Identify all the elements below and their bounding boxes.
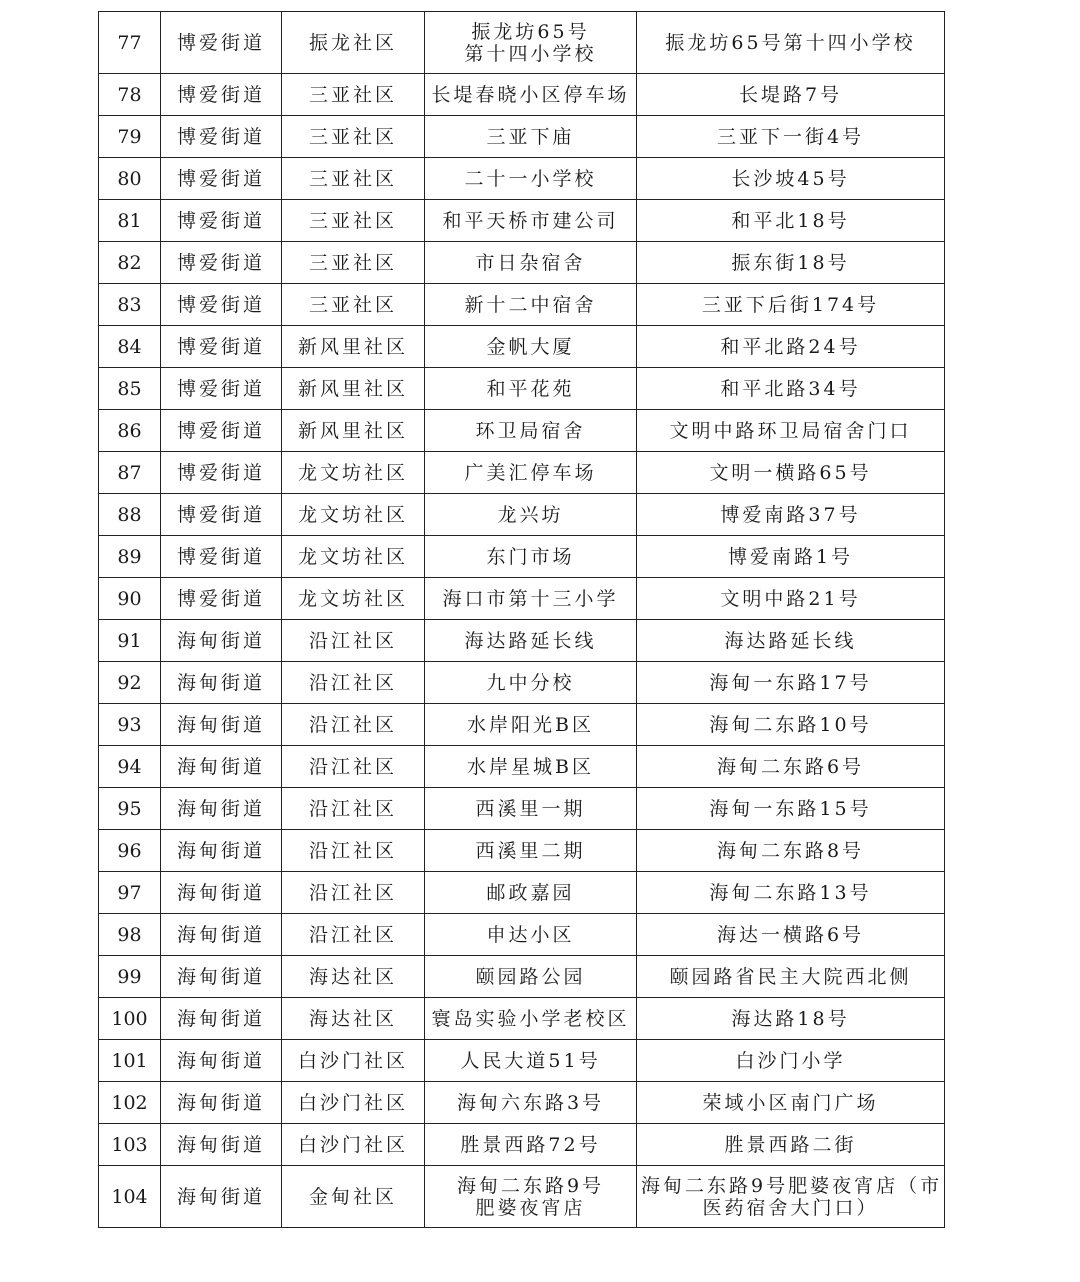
address-cell (637, 536, 945, 578)
address-line: 振东街18号 (731, 251, 850, 274)
community-cell: 沿江社区 (282, 872, 425, 914)
address-cell (637, 1124, 945, 1166)
address-line: 海甸二东路13号 (709, 881, 872, 904)
table-row (99, 74, 945, 116)
table-row (99, 1082, 945, 1124)
row-number-cell: 83 (99, 284, 161, 326)
table-row (99, 578, 945, 620)
location-cell (425, 452, 637, 494)
community-cell: 白沙门社区 (282, 1082, 425, 1124)
location-line: 西溪里二期 (475, 839, 586, 862)
address-line: 振龙坊65号第十四小学校 (665, 31, 916, 54)
street-cell: 博爱街道 (161, 74, 282, 116)
community-cell: 新风里社区 (282, 368, 425, 410)
row-number-cell: 90 (99, 578, 161, 620)
location-cell (425, 1124, 637, 1166)
community-cell: 白沙门社区 (282, 1124, 425, 1166)
street-cell: 海甸街道 (161, 1124, 282, 1166)
community-cell: 龙文坊社区 (282, 536, 425, 578)
street-cell: 海甸街道 (161, 1040, 282, 1082)
location-cell (425, 536, 637, 578)
location-line: 环卫局宿舍 (475, 419, 586, 442)
location-line: 海甸二东路9号 (456, 1174, 605, 1197)
location-cell (425, 872, 637, 914)
location-line: 和平花苑 (486, 377, 575, 400)
address-line: 和平北路34号 (720, 377, 861, 400)
address-cell (637, 284, 945, 326)
table-row (99, 410, 945, 452)
row-number-cell: 86 (99, 410, 161, 452)
table-row (99, 326, 945, 368)
community-cell: 龙文坊社区 (282, 494, 425, 536)
address-cell (637, 956, 945, 998)
location-cell (425, 410, 637, 452)
street-cell: 博爱街道 (161, 410, 282, 452)
address-cell (637, 578, 945, 620)
address-cell (637, 116, 945, 158)
row-number-cell: 87 (99, 452, 161, 494)
address-line: 白沙门小学 (735, 1049, 846, 1072)
address-cell (637, 410, 945, 452)
address-cell (637, 830, 945, 872)
location-cell (425, 242, 637, 284)
address-line: 海甸二东路6号 (716, 755, 865, 778)
location-table (98, 11, 945, 1228)
address-line: 荣域小区南门广场 (702, 1091, 879, 1114)
address-line: 海达路延长线 (724, 629, 857, 652)
address-cell (637, 788, 945, 830)
location-line: 水岸阳光B区 (467, 713, 594, 736)
community-cell: 海达社区 (282, 956, 425, 998)
table-row (99, 620, 945, 662)
street-cell: 海甸街道 (161, 914, 282, 956)
location-line: 东门市场 (486, 545, 575, 568)
location-cell (425, 12, 637, 74)
address-cell (637, 746, 945, 788)
table-row (99, 536, 945, 578)
address-line: 长堤路7号 (738, 83, 843, 106)
street-cell: 海甸街道 (161, 620, 282, 662)
street-cell: 博爱街道 (161, 242, 282, 284)
community-cell: 沿江社区 (282, 788, 425, 830)
address-cell (637, 914, 945, 956)
street-cell: 海甸街道 (161, 1166, 282, 1228)
address-line: 海甸一东路17号 (709, 671, 872, 694)
address-line: 颐园路省民主大院西北侧 (669, 965, 912, 988)
community-cell: 沿江社区 (282, 704, 425, 746)
address-cell (637, 1166, 945, 1228)
street-cell: 海甸街道 (161, 788, 282, 830)
location-cell (425, 914, 637, 956)
table-body (99, 12, 945, 1228)
location-cell (425, 74, 637, 116)
location-cell (425, 200, 637, 242)
location-cell (425, 788, 637, 830)
location-line: 九中分校 (486, 671, 575, 694)
table-row (99, 956, 945, 998)
address-line: 海甸一东路15号 (709, 797, 872, 820)
street-cell: 海甸街道 (161, 956, 282, 998)
street-cell: 海甸街道 (161, 830, 282, 872)
community-cell: 新风里社区 (282, 326, 425, 368)
row-number-cell: 104 (99, 1166, 161, 1228)
table-row (99, 158, 945, 200)
table-row (99, 494, 945, 536)
location-cell (425, 1040, 637, 1082)
location-cell (425, 1166, 637, 1228)
address-line: 海甸二东路8号 (716, 839, 865, 862)
row-number-cell: 82 (99, 242, 161, 284)
address-line: 文明一横路65号 (709, 461, 872, 484)
address-line: 海甸二东路9号肥婆夜宵店（市 (641, 1174, 943, 1197)
location-line: 振龙坊65号 (471, 20, 590, 43)
location-cell (425, 284, 637, 326)
community-cell: 沿江社区 (282, 830, 425, 872)
street-cell: 博爱街道 (161, 326, 282, 368)
address-cell (637, 704, 945, 746)
address-line: 海达一横路6号 (716, 923, 865, 946)
community-cell: 振龙社区 (282, 12, 425, 74)
address-cell (637, 74, 945, 116)
table-row (99, 746, 945, 788)
location-line: 寰岛实验小学老校区 (431, 1007, 630, 1030)
address-line: 文明中路环卫局宿舍门口 (669, 419, 912, 442)
community-cell: 新风里社区 (282, 410, 425, 452)
location-line: 龙兴坊 (497, 503, 564, 526)
location-cell (425, 1082, 637, 1124)
row-number-cell: 88 (99, 494, 161, 536)
location-line: 和平天桥市建公司 (442, 209, 619, 232)
table-row (99, 998, 945, 1040)
location-cell (425, 830, 637, 872)
location-cell (425, 578, 637, 620)
table-row (99, 872, 945, 914)
address-line: 三亚下后街174号 (701, 293, 880, 316)
row-number-cell: 89 (99, 536, 161, 578)
street-cell: 博爱街道 (161, 200, 282, 242)
row-number-cell: 101 (99, 1040, 161, 1082)
street-cell: 博爱街道 (161, 452, 282, 494)
row-number-cell: 78 (99, 74, 161, 116)
address-line: 博爱南路1号 (727, 545, 854, 568)
street-cell: 博爱街道 (161, 578, 282, 620)
table-row (99, 1124, 945, 1166)
location-line: 三亚下庙 (486, 125, 575, 148)
street-cell: 海甸街道 (161, 998, 282, 1040)
row-number-cell: 94 (99, 746, 161, 788)
row-number-cell: 99 (99, 956, 161, 998)
row-number-cell: 85 (99, 368, 161, 410)
address-cell (637, 242, 945, 284)
table-row (99, 788, 945, 830)
location-line: 胜景西路72号 (460, 1133, 601, 1156)
street-cell: 博爱街道 (161, 536, 282, 578)
row-number-cell: 81 (99, 200, 161, 242)
street-cell: 海甸街道 (161, 704, 282, 746)
community-cell: 沿江社区 (282, 914, 425, 956)
address-line: 文明中路21号 (720, 587, 861, 610)
address-cell (637, 1082, 945, 1124)
address-cell (637, 494, 945, 536)
row-number-cell: 103 (99, 1124, 161, 1166)
community-cell: 三亚社区 (282, 116, 425, 158)
street-cell: 博爱街道 (161, 494, 282, 536)
table-row (99, 368, 945, 410)
street-cell: 博爱街道 (161, 12, 282, 74)
street-cell: 博爱街道 (161, 116, 282, 158)
location-line: 海达路延长线 (464, 629, 597, 652)
address-line: 长沙坡45号 (731, 167, 850, 190)
location-cell (425, 956, 637, 998)
community-cell: 金甸社区 (282, 1166, 425, 1228)
table-row (99, 116, 945, 158)
community-cell: 沿江社区 (282, 620, 425, 662)
row-number-cell: 92 (99, 662, 161, 704)
table-row (99, 200, 945, 242)
location-cell (425, 494, 637, 536)
row-number-cell: 96 (99, 830, 161, 872)
address-cell (637, 998, 945, 1040)
location-line: 颐园路公园 (475, 965, 586, 988)
address-line: 胜景西路二街 (724, 1133, 857, 1156)
location-cell (425, 746, 637, 788)
street-cell: 博爱街道 (161, 158, 282, 200)
address-line: 海达路18号 (731, 1007, 850, 1030)
location-line: 长堤春晓小区停车场 (431, 83, 630, 106)
address-cell (637, 200, 945, 242)
street-cell: 海甸街道 (161, 1082, 282, 1124)
table-row (99, 1040, 945, 1082)
address-line: 和平北18号 (731, 209, 850, 232)
row-number-cell: 84 (99, 326, 161, 368)
row-number-cell: 97 (99, 872, 161, 914)
community-cell: 三亚社区 (282, 158, 425, 200)
row-number-cell: 79 (99, 116, 161, 158)
community-cell: 龙文坊社区 (282, 452, 425, 494)
address-cell (637, 368, 945, 410)
address-line: 和平北路24号 (720, 335, 861, 358)
address-cell (637, 620, 945, 662)
location-cell (425, 326, 637, 368)
table-row (99, 242, 945, 284)
table-row (99, 1166, 945, 1228)
address-line: 博爱南路37号 (720, 503, 861, 526)
community-cell: 三亚社区 (282, 242, 425, 284)
community-cell: 三亚社区 (282, 74, 425, 116)
row-number-cell: 100 (99, 998, 161, 1040)
address-cell (637, 872, 945, 914)
community-cell: 三亚社区 (282, 284, 425, 326)
location-line: 市日杂宿舍 (475, 251, 586, 274)
street-cell: 博爱街道 (161, 284, 282, 326)
table-row (99, 662, 945, 704)
community-cell: 沿江社区 (282, 746, 425, 788)
location-cell (425, 998, 637, 1040)
row-number-cell: 98 (99, 914, 161, 956)
location-line: 申达小区 (486, 923, 575, 946)
address-cell (637, 326, 945, 368)
table-row (99, 914, 945, 956)
street-cell: 博爱街道 (161, 368, 282, 410)
row-number-cell: 93 (99, 704, 161, 746)
row-number-cell: 80 (99, 158, 161, 200)
address-cell (637, 452, 945, 494)
location-line: 海口市第十三小学 (442, 587, 619, 610)
location-line: 二十一小学校 (464, 167, 597, 190)
street-cell: 海甸街道 (161, 746, 282, 788)
address-cell (637, 1040, 945, 1082)
table-row (99, 452, 945, 494)
table-row (99, 284, 945, 326)
row-number-cell: 102 (99, 1082, 161, 1124)
street-cell: 海甸街道 (161, 872, 282, 914)
community-cell: 龙文坊社区 (282, 578, 425, 620)
location-line: 金帆大厦 (486, 335, 575, 358)
community-cell: 沿江社区 (282, 662, 425, 704)
address-line: 三亚下一街4号 (716, 125, 865, 148)
location-line: 水岸星城B区 (467, 755, 594, 778)
community-cell: 三亚社区 (282, 200, 425, 242)
location-cell (425, 158, 637, 200)
row-number-cell: 95 (99, 788, 161, 830)
location-cell (425, 116, 637, 158)
location-line: 第十四小学校 (464, 42, 597, 65)
location-line: 海甸六东路3号 (456, 1091, 605, 1114)
location-cell (425, 620, 637, 662)
location-cell (425, 704, 637, 746)
community-cell: 海达社区 (282, 998, 425, 1040)
location-line: 邮政嘉园 (486, 881, 575, 904)
row-number-cell: 77 (99, 12, 161, 74)
address-cell (637, 662, 945, 704)
location-line: 广美汇停车场 (464, 461, 597, 484)
location-line: 肥婆夜宵店 (475, 1196, 586, 1219)
table-row (99, 830, 945, 872)
row-number-cell: 91 (99, 620, 161, 662)
table-row (99, 12, 945, 74)
location-line: 西溪里一期 (475, 797, 586, 820)
address-cell (637, 158, 945, 200)
location-line: 人民大道51号 (460, 1049, 601, 1072)
address-line: 医药宿舍大门口） (702, 1196, 879, 1219)
street-cell: 海甸街道 (161, 662, 282, 704)
location-cell (425, 368, 637, 410)
location-cell (425, 662, 637, 704)
address-cell (637, 12, 945, 74)
address-line: 海甸二东路10号 (709, 713, 872, 736)
table-row (99, 704, 945, 746)
community-cell: 白沙门社区 (282, 1040, 425, 1082)
location-line: 新十二中宿舍 (464, 293, 597, 316)
